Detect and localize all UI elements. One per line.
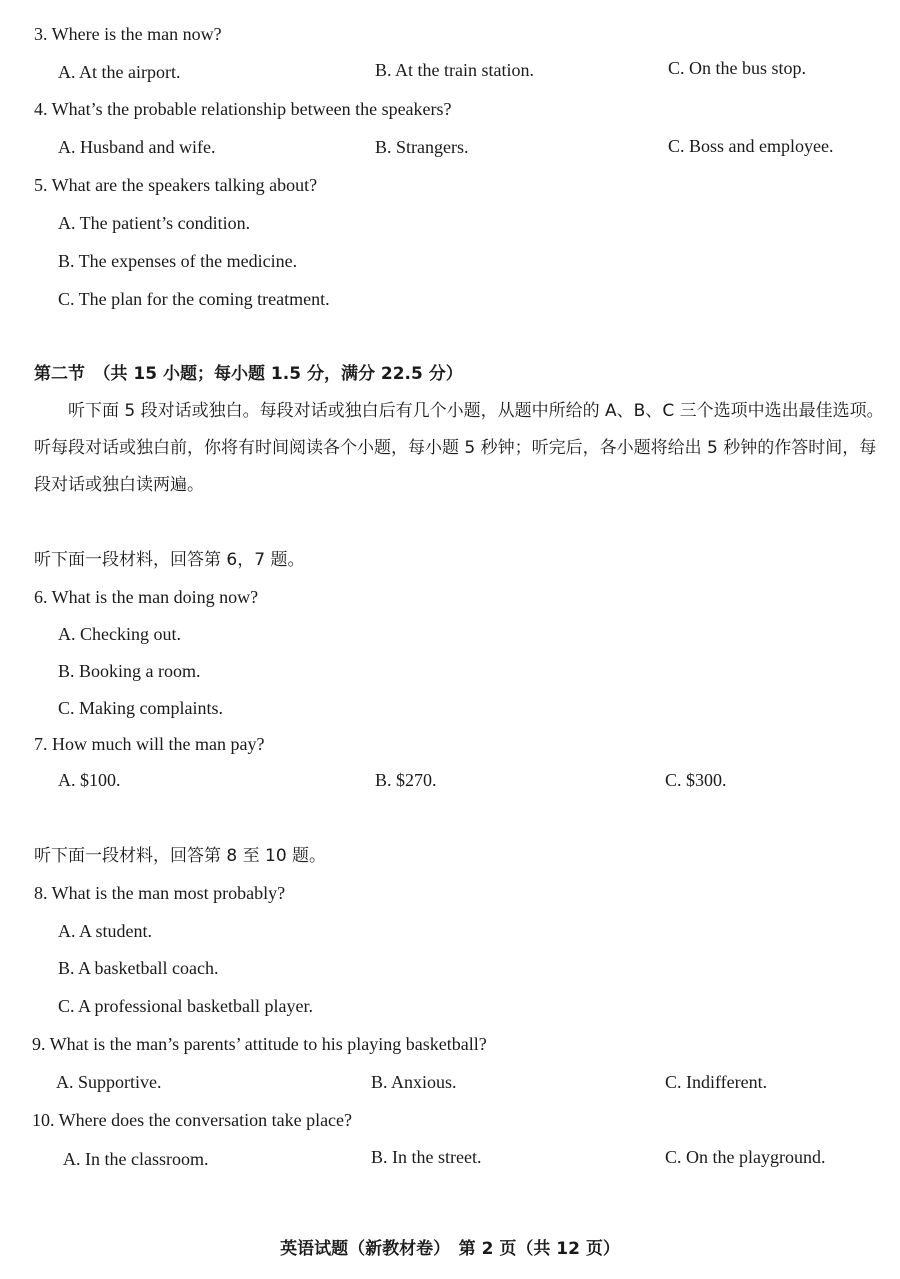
- question-8-option-a: A. A student.: [58, 921, 153, 941]
- question-5-option-b: B. The expenses of the medicine.: [58, 251, 298, 271]
- question-10-stem: 10. Where does the conversation take place?: [32, 1110, 353, 1130]
- question-7-option-b: B. $270.: [375, 770, 437, 790]
- question-4-stem: 4. What’s the probable relationship between the speakers?: [34, 99, 452, 119]
- question-3-option-a: A. At the airport.: [58, 62, 181, 82]
- question-3-option-c: C. On the bus stop.: [668, 58, 807, 78]
- question-4-option-b: B. Strangers.: [375, 137, 469, 157]
- question-8-option-c: C. A professional basketball player.: [58, 996, 313, 1016]
- question-7-option-c: C. $300.: [665, 770, 727, 790]
- question-5-stem: 5. What are the speakers talking about?: [34, 175, 318, 195]
- question-3-option-b: B. At the train station.: [375, 60, 534, 80]
- question-4-option-a: A. Husband and wife.: [58, 137, 216, 157]
- section-2-instructions: 听下面 5 段对话或独白。每段对话或独白后有几个小题，从题中所给的 A、B、C 三个选项中选出最佳选项。听每段对话或独白前，你将有时间阅读各个小题，每小题 5 秒钟；听完后，各小题将给出 5 秒钟的作答时间，每段对话或独白读两遍。: [34, 401, 884, 495]
- question-9-option-c: C. Indifferent.: [665, 1072, 768, 1092]
- question-4-option-c: C. Boss and employee.: [668, 136, 834, 156]
- question-6-option-c: C. Making complaints.: [58, 698, 223, 718]
- question-5-option-a: A. The patient’s condition.: [58, 213, 251, 233]
- question-7-option-a: A. $100.: [58, 770, 121, 790]
- question-3-stem: 3. Where is the man now?: [34, 24, 222, 44]
- material-8-10-heading: 听下面一段材料，回答第 8 至 10 题。: [34, 846, 327, 866]
- section-2-heading: 第二节 （共 15 小题；每小题 1.5 分，满分 22.5 分）: [34, 364, 463, 384]
- question-10-option-b: B. In the street.: [371, 1147, 482, 1167]
- question-6-option-a: A. Checking out.: [58, 624, 181, 644]
- question-10-option-a: A. In the classroom.: [63, 1149, 209, 1169]
- question-10-option-c: C. On the playground.: [665, 1147, 826, 1167]
- question-5-option-c: C. The plan for the coming treatment.: [58, 289, 330, 309]
- question-6-option-b: B. Booking a room.: [58, 661, 201, 681]
- question-9-stem: 9. What is the man’s parents’ attitude to his playing basketball?: [32, 1034, 487, 1054]
- question-8-stem: 8. What is the man most probably?: [34, 883, 286, 903]
- material-6-7-heading: 听下面一段材料，回答第 6，7 题。: [34, 550, 305, 570]
- question-8-option-b: B. A basketball coach.: [58, 958, 219, 978]
- question-9-option-a: A. Supportive.: [56, 1072, 162, 1092]
- question-7-stem: 7. How much will the man pay?: [34, 734, 265, 754]
- question-6-stem: 6. What is the man doing now?: [34, 587, 259, 607]
- page-footer: 英语试题（新教材卷） 第 2 页（共 12 页）: [280, 1239, 620, 1259]
- question-9-option-b: B. Anxious.: [371, 1072, 457, 1092]
